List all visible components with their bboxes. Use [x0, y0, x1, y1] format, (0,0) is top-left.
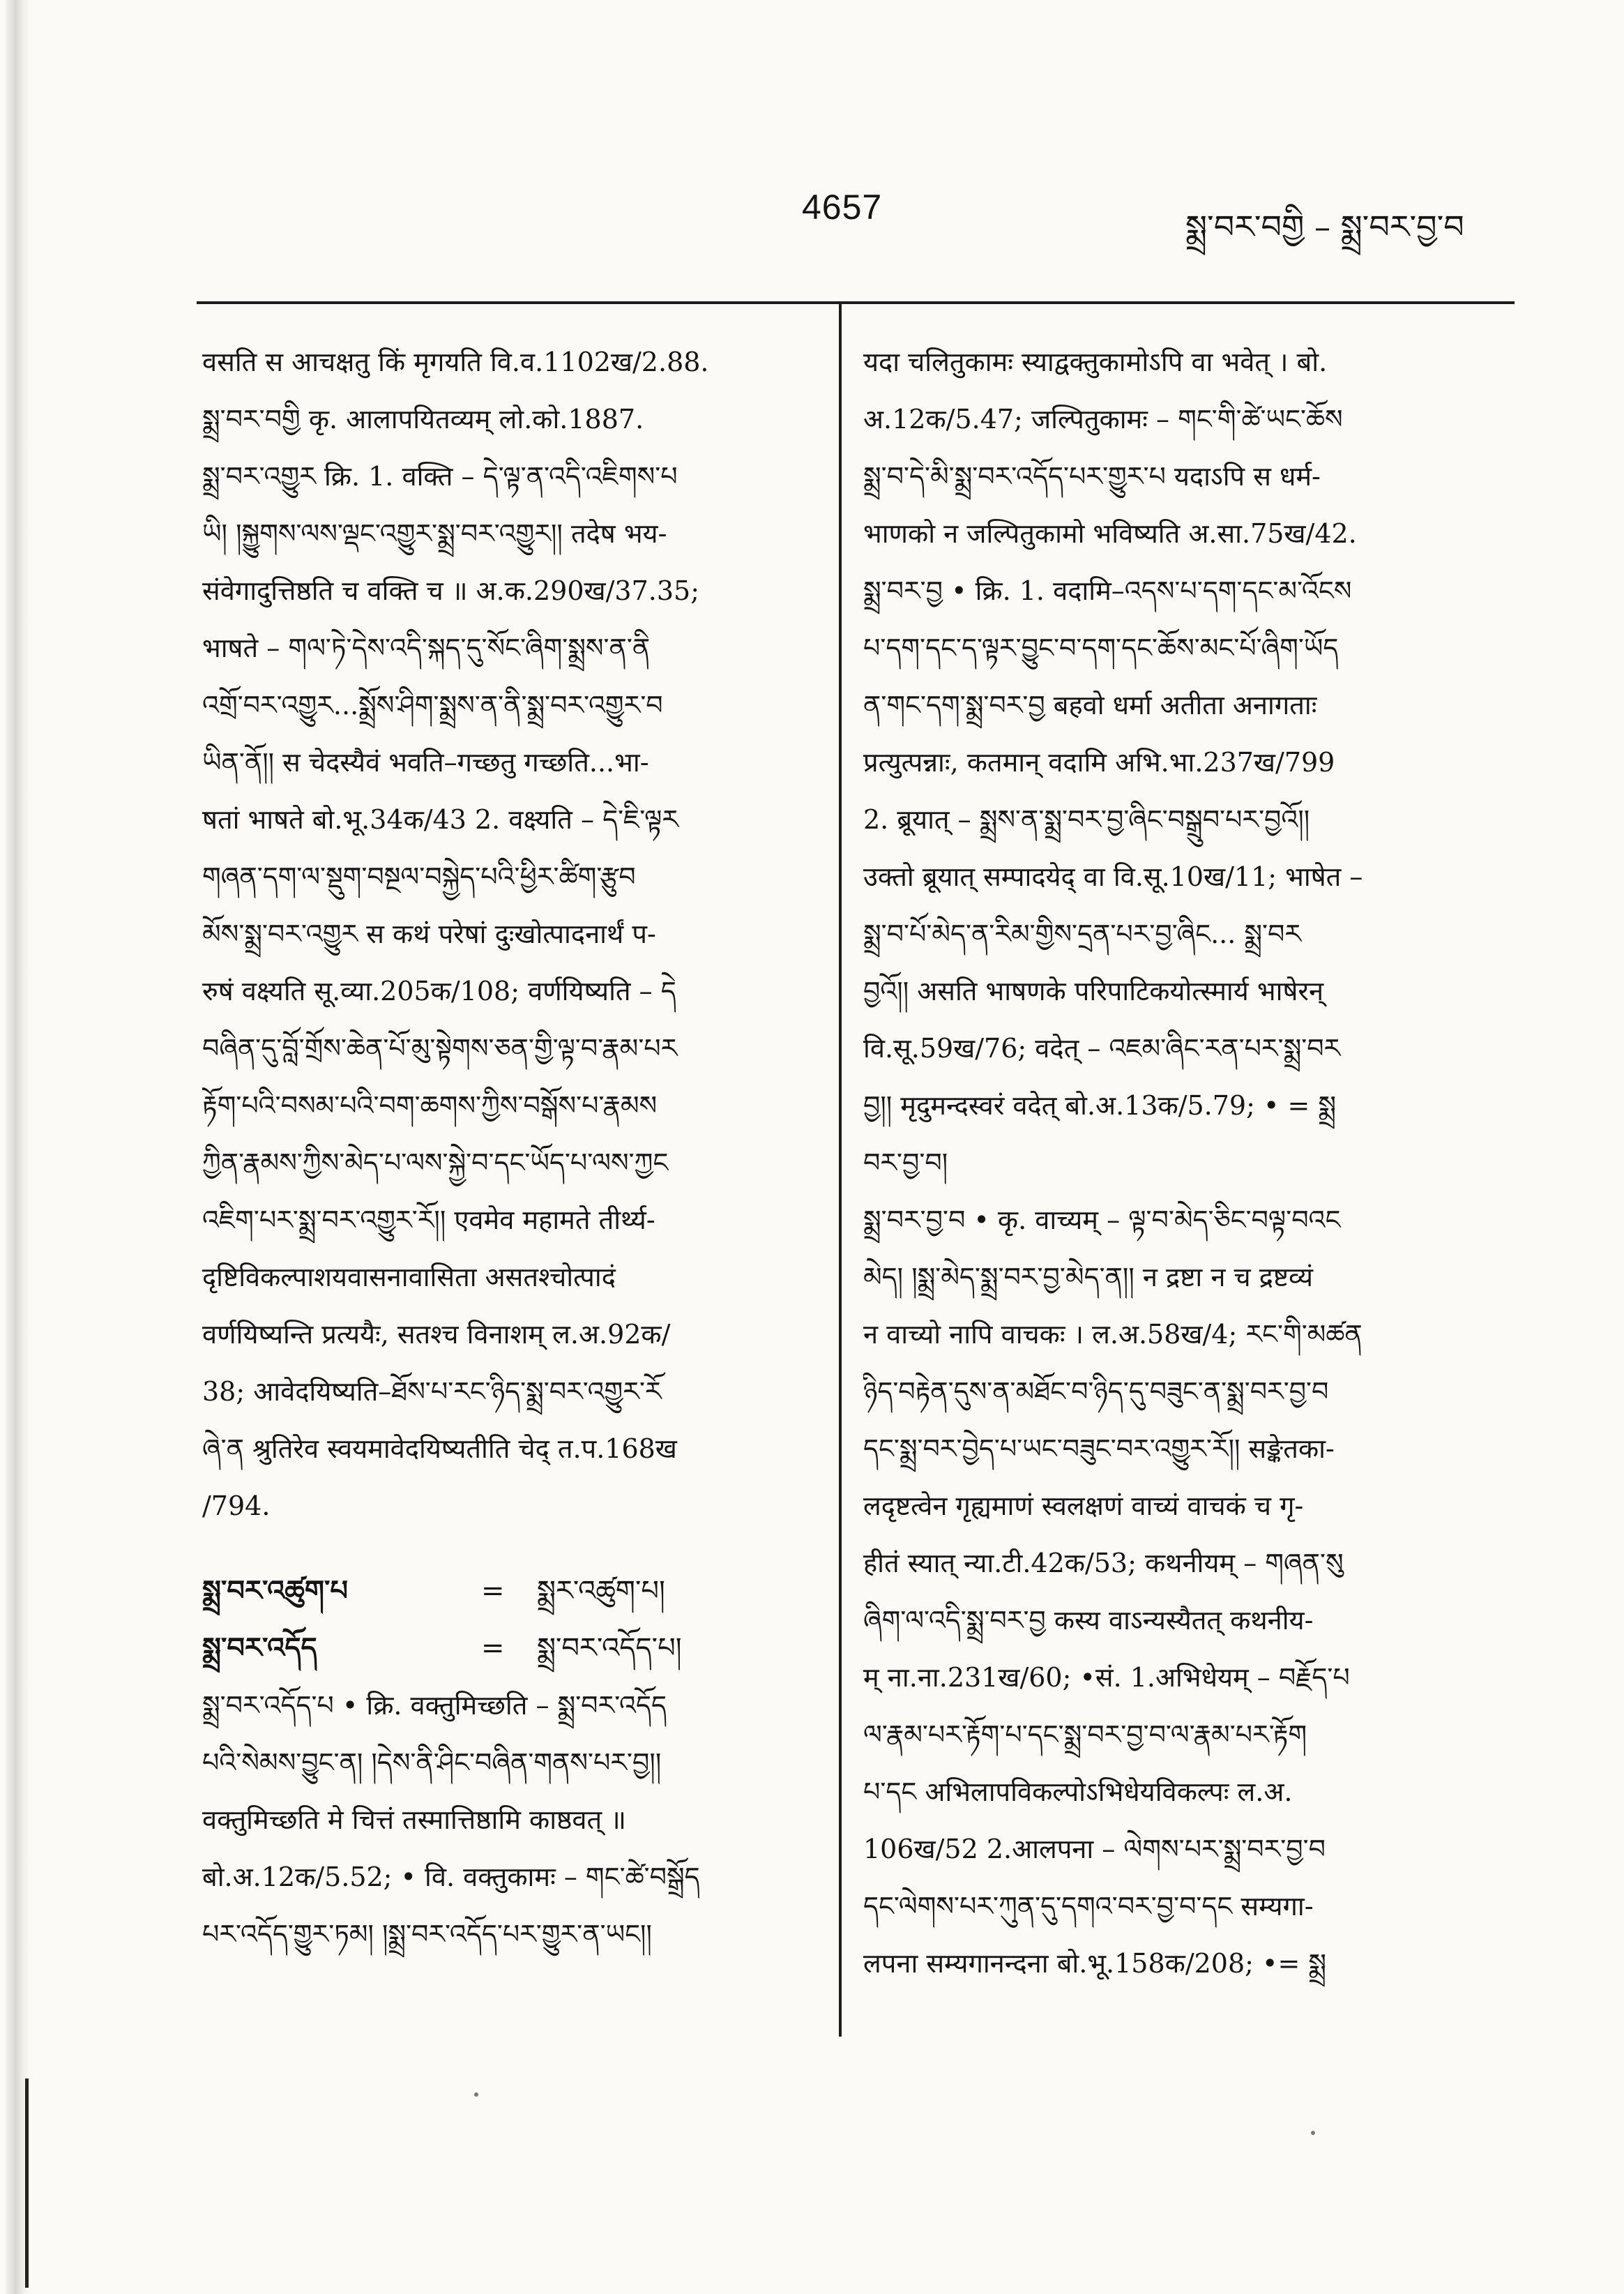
text-line: པ་དག་དང་ད་ལྟར་བྱུང་བ་དག་དང་ཆོས་མང་པོ་ཞིག་ཡོད: [863, 633, 1339, 663]
text-line: उक्तो ब्रूयात् सम्पादयेद् वा वि.सू.10ख/11; भाषेत –: [863, 861, 1363, 892]
text-line: འགྲོ་བར་འགྱུར...སྨྲོས་ཤིག་སྨྲས་ན་ནི་སྨྲ་བར་འགྱུར་བ: [202, 690, 663, 720]
text-line: པ་དང अभिलापविकल्पोऽभिधेयविकल्पः ल.अ.: [863, 1776, 1293, 1807]
text-line: རྟོག་པའི་བསམ་པའི་བག་ཆགས་ཀྱིས་བསྒོས་པ་རྣམས: [202, 1090, 658, 1121]
entry-line: སྨྲ་བར་བྱ • क्रि. 1. वदामि–འདས་པ་དག་དང་མ་འོངས: [863, 575, 1352, 606]
text-line: བྱའོ།། असति भाषणके परिपाटिकयोत्स्मार्य भाषेरन्: [863, 976, 1324, 1006]
text-line: भाणको न जल्पितुकामो भविष्यति अ.सा.75ख/42.: [863, 518, 1357, 549]
text-line: སྨྲ་བ་པོ་མེད་ན་རིམ་གྱིས་དྲན་པར་བྱ་ཞིང... སྨྲ་བར: [863, 919, 1302, 949]
page-number: 4657: [802, 188, 883, 227]
text-line: ཀྱིན་རྣམས་ཀྱིས་མེད་པ་ལས་སྐྱེ་བ་དང་ཡོད་པ་ལས་ཀྱང: [202, 1147, 669, 1178]
text-line: दृष्टिविकल्पाशयवासनावासिता असतश्चोत्पादं: [202, 1262, 616, 1292]
text-line: བྱ།། मृदुमन्दस्वरं वदेत् बो.अ.13क/5.79; • = སྨྲ: [863, 1090, 1337, 1121]
ink-speck: [474, 2092, 478, 2097]
text-line: षतां भाषते बो.भू.34क/43 2. वक्ष्यति – དེ་ཇི་ལྟར: [202, 804, 679, 835]
text-line: གཞན་དག་ལ་སྡུག་བསྔལ་བསྐྱེད་པའི་ཕྱིར་ཚིག་རྩུབ: [202, 861, 636, 892]
text-line: न वाच्यो नापि वाचकः । ल.अ.58ख/4; རང་གི་མཚན: [863, 1319, 1363, 1350]
scan-margin-mark: [25, 2078, 29, 2288]
text-line: སྨྲ་བ་དེ་མི་སྨྲ་བར་འདོད་པར་གྱུར་པ यदाऽपि स धर्म-: [863, 461, 1321, 492]
entry-line: སྨྲ་བར་འདོད་པ • क्रि. वक्तुमिच्छति – སྨྲ་བར་འདོད: [202, 1690, 667, 1721]
text-line: བཞིན་དུ་བློ་གྲོས་ཆེན་པོ་མུ་སྟེགས་ཅན་གྱི་ལྟ་བ་རྣམ་པར: [202, 1033, 678, 1064]
text-line: लपना सम्यगानन्दना बो.भू.158क/208; •= སྨྲ: [863, 1948, 1327, 1979]
text-line: ན་གང་དག་སྨྲ་བར་བྱ बहवो धर्मा अतीता अनागताः: [863, 690, 1317, 720]
text-line: प्रत्युत्पन्नाः, कतमान् वदामि अभि.भा.237ख/799: [863, 747, 1335, 778]
xref-target: སྨྲ་བར་འདོད་པ།: [537, 1632, 682, 1664]
text-line: མོས་སྨྲ་བར་འགྱུར स कथं परेषां दुःखोत्पादनार्थं प-: [202, 919, 656, 949]
text-line: ཞེ་ན श्रुतिरेव स्वयमावेदयिष्यतीति चेद् त.प.168ख: [202, 1433, 677, 1464]
text-line: वर्णयिष्यन्ति प्रत्ययैः, सतश्च विनाशम् ल.अ.92क/: [202, 1319, 671, 1350]
text-line: अ.12क/5.47; जल्पितुकामः – གང་གི་ཚེ་ཡང་ཆོས: [863, 404, 1343, 435]
xref-equals: =: [481, 1575, 505, 1607]
text-line: ལ་རྣམ་པར་རྟོག་པ་དང་སྨྲ་བར་བྱ་བ་ལ་རྣམ་པར་རྟོག: [863, 1719, 1307, 1750]
text-line: म् ना.ना.231ख/60; •सं. 1.अभिधेयम् – བརྗོད་པ: [863, 1662, 1350, 1693]
text-line: रुषं वक्ष्यति सू.व्या.205क/108; वर्णयिष्यति – དེ: [202, 976, 676, 1006]
right-column: [863, 333, 1494, 1992]
xref-equals: =: [481, 1632, 505, 1664]
text-line: བར་བྱ་བ།: [863, 1147, 948, 1178]
text-line: भाषते – གལ་ཏེ་དེས་འདི་སྐད་དུ་སོང་ཞིག་སྨྲས་ན་ནི: [202, 633, 651, 663]
text-line: वसति स आचक्षतु किं मृगयति वि.व.1102ख/2.88.: [202, 347, 709, 377]
column-divider: [839, 301, 842, 2037]
entry-line: སྨྲ་བར་འགྱུར क्रि. 1. वक्ति – དེ་ལྟ་ན་འདི་འཇིགས་པ: [202, 461, 678, 492]
text-line: པར་འདོད་གྱུར་ཏམ། །སྨྲ་བར་འདོད་པར་གྱུར་ན་ཡང།།: [202, 1919, 652, 1949]
text-line: हीतं स्यात् न्या.टी.42क/53; कथनीयम् – གཞན་སུ: [863, 1548, 1344, 1578]
cross-reference: [202, 1562, 816, 1620]
header-rule: [197, 301, 1515, 304]
text-line: 38; आवेदयिष्यति–ཐོས་པ་རང་ཉིད་སྨྲ་བར་འགྱུར་རོ: [202, 1376, 662, 1407]
text-line: དང་སྨྲ་བར་བྱེད་པ་ཡང་བཟུང་བར་འགྱུར་རོ།། सङ्केतका-: [863, 1433, 1335, 1464]
xref-headword: སྨྲ་བར་འདོད: [202, 1631, 317, 1664]
text-line: 2. ब्रूयात् – སྨྲས་ན་སྨྲ་བར་བྱ་ཞིང་བསྒྲུབ་པར་བྱའོ།།: [863, 804, 1310, 835]
text-line: बो.अ.12क/5.52; • वि. वक्तुकामः – གང་ཚེ་བསྒྲོད: [202, 1862, 700, 1892]
text-line: यदा चलितुकामः स्याद्वक्तुकामोऽपि वा भवेत् । बो.: [863, 347, 1328, 377]
left-column: [202, 333, 816, 1963]
text-line: वि.सू.59ख/76; वदेत् – འཇམ་ཞིང་རན་པར་སྨྲ་བར: [863, 1033, 1341, 1064]
text-line: འཇིག་པར་སྨྲ་བར་འགྱུར་རོ།། एवमेव महामते तीर्थ्य-: [202, 1205, 655, 1235]
xref-headword: སྨྲ་བར་འཚུག་པ: [202, 1574, 349, 1607]
text-line: མེད། །སྨྲ་མེད་སྨྲ་བར་བྱ་མེད་ན།། न द्रष्टा न च द्रष्टव्यं: [863, 1262, 1314, 1292]
text-line: ཞིག་ལ་འདི་སྨྲ་བར་བྱ कस्य वाऽन्यस्यैतत् कथनीय-: [863, 1605, 1314, 1636]
xref-target: སྨྲར་འཚུག་པ།: [537, 1575, 665, 1607]
text-line: लदृष्टत्वेन गृह्यमाणं स्वलक्षणं वाच्यं वाचकं च गृ-: [863, 1491, 1304, 1521]
scan-left-edge: [6, 0, 29, 2294]
text-line: संवेगादुत्तिष्ठति च वक्ति च ॥ अ.क.290ख/37.35;: [202, 575, 700, 606]
text-line: ཡི། །སྐྱུགས་ལས་ལྡང་འགྱུར་སྨྲ་བར་འགྱུར།། तदेष भय-: [202, 518, 667, 549]
entry-line: སྨྲ་བར་བྱ་བ • कृ. वाच्यम् – ལྟ་བ་མེད་ཅིང་བལྟ་བའང: [863, 1205, 1341, 1235]
text-line: ཉིད་བརྟེན་དུས་ན་མཐོང་བ་ཉིད་དུ་བཟུང་ན་སྨྲ་བར་བྱ་བ: [863, 1376, 1329, 1407]
text-line: 106ख/52 2.आलपना – ལེགས་པར་སྨྲ་བར་བྱ་བ: [863, 1834, 1326, 1864]
text-line: པའི་སེམས་བྱུང་ན། །དེས་ནི་ཤིང་བཞིན་གནས་པར་བྱ།།: [202, 1747, 662, 1778]
text-line: དང་ལེགས་པར་ཀུན་དུ་དགའ་བར་བྱ་བ་དང सम्यगा-: [863, 1891, 1314, 1922]
guide-words: སྨྲ་བར་བགྱི – སྨྲ་བར་བྱ་བ: [1185, 208, 1464, 246]
text-line: /794.: [202, 1491, 271, 1521]
text-line: वक्तुमिच्छति मे चित्तं तस्मात्तिष्ठामि काष्ठवत् ॥: [202, 1804, 627, 1835]
text-line: ཡིན་ནོ།། स चेदस्यैवं भवति–गच्छतु गच्छति...भा-: [202, 747, 649, 778]
entry-line: སྨྲ་བར་བགྱི कृ. आलापयितव्यम् लो.को.1887.: [202, 404, 644, 435]
ink-speck: [1311, 2131, 1315, 2135]
cross-reference: [202, 1620, 816, 1677]
